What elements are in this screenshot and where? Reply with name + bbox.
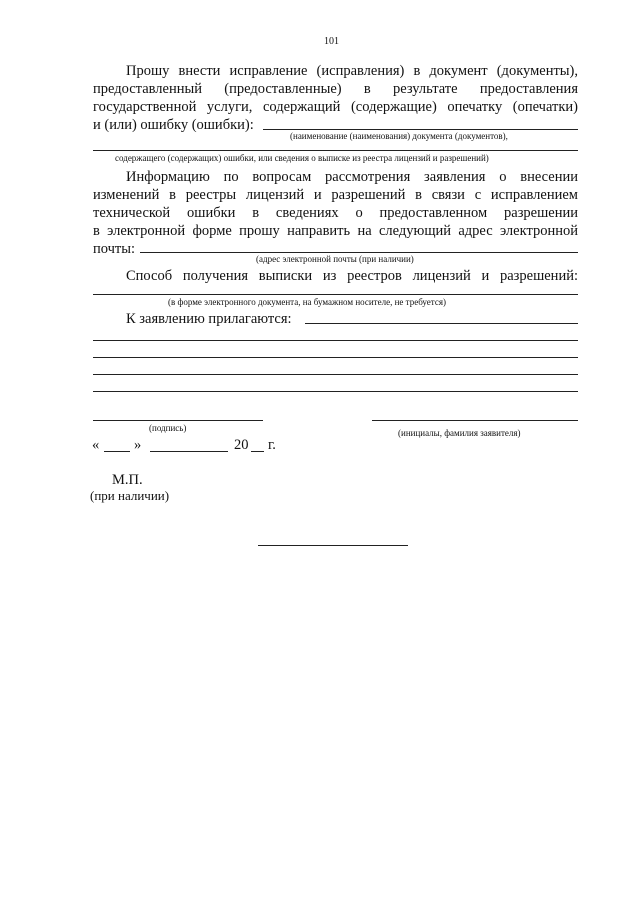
para2-line-4: в электронной форме прошу направить на следующий адрес электронной — [93, 223, 578, 239]
name-field-line[interactable] — [372, 420, 578, 421]
error-info-caption: содержащего (содержащих) ошибки, или сведения о выписке из реестра лицензий и разрешений) — [115, 153, 489, 163]
name-caption: (инициалы, фамилия заявителя) — [398, 428, 521, 438]
date-month-field[interactable] — [150, 451, 228, 452]
document-name-field-line[interactable] — [263, 129, 578, 130]
para1-line-2: предоставленный (предоставленные) в результате предоставления — [93, 81, 578, 97]
stamp-note: (при наличии) — [90, 488, 170, 503]
date-year-prefix: 20 — [234, 437, 249, 453]
para3-text: Способ получения выписки из реестров лицензий и разрешений: — [126, 268, 578, 284]
attachments-line-3[interactable] — [93, 357, 578, 358]
delivery-method-caption: (в форме электронного документа, на бумажном носителе, не требуется) — [168, 297, 446, 307]
attachments-line-5[interactable] — [93, 391, 578, 392]
signature-field-line[interactable] — [93, 420, 263, 421]
delivery-method-field-line[interactable] — [93, 294, 578, 295]
date-year-suffix: г. — [268, 437, 276, 453]
date-day-field[interactable] — [104, 451, 130, 452]
attachments-line-2[interactable] — [93, 340, 578, 341]
para1-line-3: государственной услуги, содержащий (содержащие) опечатку (опечатки) — [93, 99, 578, 115]
date-open-quote: « — [92, 437, 100, 453]
signature-caption: (подпись) — [149, 423, 187, 433]
email-field-line[interactable] — [140, 252, 578, 253]
attachments-line-4[interactable] — [93, 374, 578, 375]
attachments-label: К заявлению прилагаются: — [126, 311, 292, 327]
para2-line-5: почты: — [93, 241, 136, 257]
stamp-label: М.П. — [112, 472, 143, 488]
date-close-quote: » — [134, 437, 142, 453]
page-number: 101 — [324, 36, 339, 47]
document-name-caption: (наименование (наименования) документа (документов), — [290, 131, 508, 141]
para2-line-1: Информацию по вопросам рассмотрения заявления о внесении — [126, 169, 578, 185]
para1-line-1: Прошу внести исправление (исправления) в документ (документы), — [126, 63, 578, 79]
date-year-field[interactable] — [251, 451, 264, 452]
attachments-line-1[interactable] — [305, 323, 578, 324]
para2-line-2: изменений в реестры лицензий и разрешений в связи с исправлением — [93, 187, 578, 203]
para1-line-4: и (или) ошибку (ошибки): — [93, 117, 254, 133]
closing-rule — [258, 545, 408, 546]
document-name-field-line-2[interactable] — [93, 150, 578, 151]
email-caption: (адрес электронной почты (при наличии) — [256, 254, 414, 264]
para2-line-3: технической ошибки в сведениях о предоставленном разрешении — [93, 205, 578, 221]
